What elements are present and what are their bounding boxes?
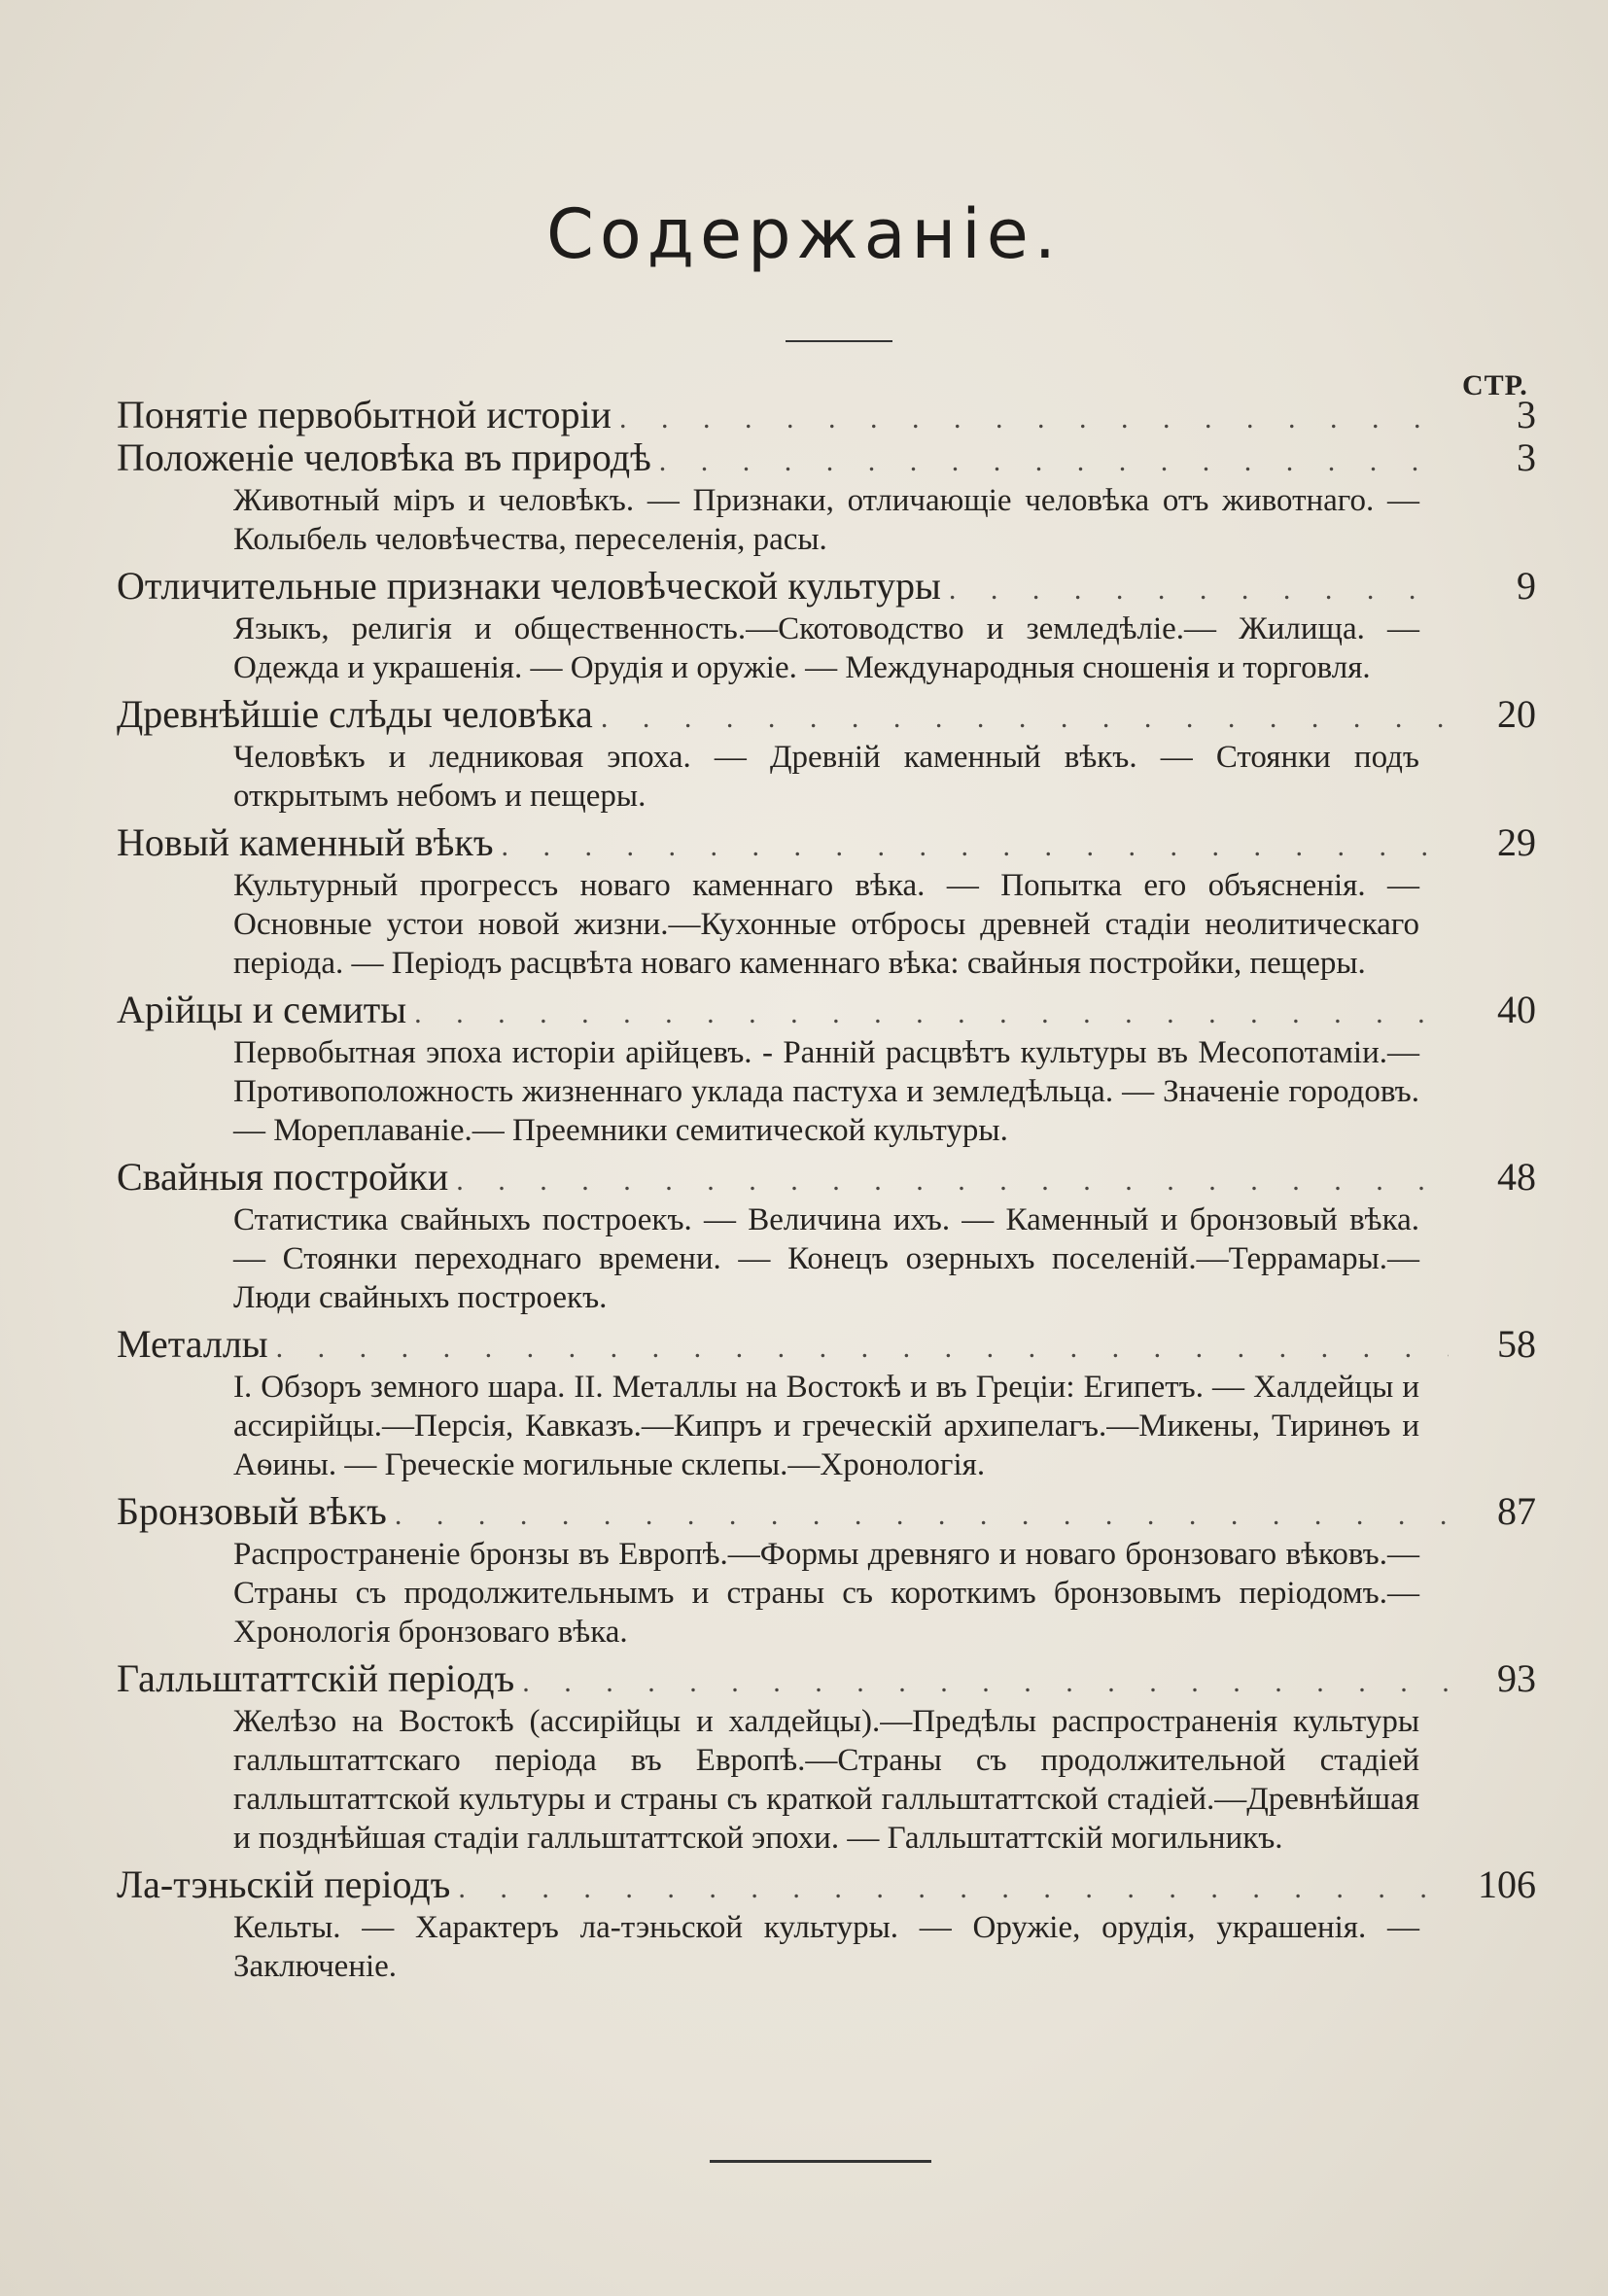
toc-entry-title: Понятіе первобытной исторіи (117, 393, 612, 436)
toc-entry-title: Ла-тэньскій періодъ (117, 1862, 451, 1906)
toc-entry-title: Древнѣйшіе слѣды человѣка (117, 692, 593, 736)
toc-entry-description: Животный міръ и человѣкъ. — Признаки, отличающіе человѣка отъ животнаго. — Колыбель человѣчества, переселенія, расы. (233, 483, 1419, 557)
dot-leader (414, 992, 1449, 1035)
toc-page-number: 48 (1497, 1155, 1536, 1199)
toc-entry-line (117, 565, 1536, 608)
toc-page-number: 87 (1497, 1489, 1536, 1533)
toc-entry-description: I. Обзоръ земного шара. II. Металлы на Востокѣ и въ Греціи: Египетъ. — Халдейцы и ассирійцы.—Персія, Кавказъ.—Кипръ и греческій архипелагъ.—Микены, Тиринѳъ и Аѳины. — Греческіе могильные склепы.—Хронологія. (233, 1370, 1419, 1482)
toc-entry (117, 1156, 1536, 1317)
dot-leader (395, 1494, 1449, 1537)
dot-leader (456, 1160, 1449, 1202)
toc-entry-title: Отличительные признаки человѣческой культуры (117, 564, 941, 608)
toc-page-number: 58 (1497, 1322, 1536, 1366)
page-title: Содержаніе. (545, 194, 1063, 274)
toc-entry-title: Новый каменный вѣкъ (117, 820, 494, 864)
toc-page-number: 9 (1517, 564, 1536, 608)
toc-entry (117, 1490, 1536, 1652)
toc-entry-line (117, 821, 1536, 864)
toc-entry-line (117, 436, 1536, 479)
toc-entry-description: Первобытная эпоха исторіи арійцевъ. - Ранній расцвѣтъ культуры въ Месопотаміи.—Противоположность жизненнаго уклада пастуха и земледѣльца. — Значеніе городовъ. — Мореплаваніе.— Преемники семитической культуры. (233, 1035, 1419, 1148)
toc-entry-title: Положеніе человѣка въ природѣ (117, 435, 651, 479)
toc-entry-line (117, 1323, 1536, 1366)
toc-entry-title: Арійцы и семиты (117, 988, 407, 1031)
dot-leader (619, 398, 1449, 440)
toc-entry-line (117, 693, 1536, 736)
toc-entry-description: Распространеніе бронзы въ Европѣ.—Формы древняго и новаго бронзоваго вѣковъ.—Страны съ продолжительнымъ и страны съ короткимъ бронзовымъ періодомъ.—Хронологія бронзоваго вѣка. (233, 1537, 1419, 1650)
toc-entry-title: Галльштаттскій періодъ (117, 1656, 515, 1700)
dot-leader (276, 1327, 1449, 1370)
dot-leader (522, 1661, 1449, 1704)
toc-entry-line (117, 1490, 1536, 1533)
toc-page-number: 3 (1517, 393, 1536, 436)
toc-entry (117, 1657, 1536, 1858)
toc-page-number: 20 (1497, 692, 1536, 736)
end-divider (710, 2160, 931, 2163)
toc-entry-description: Желѣзо на Востокѣ (ассирійцы и халдейцы).—Предѣлы распространенія культуры галльштаттскаго періода въ Европѣ.—Страны съ продолжительной стадіей галльштаттской культуры и страны съ краткой галльштаттской стадіей.—Древнѣйшая и позднѣйшая стадіи галльштаттской эпохи. — Галльштаттскій могильникъ. (233, 1704, 1419, 1856)
toc-entry-description: Культурный прогрессъ новаго каменнаго вѣка. — Попытка его объясненія. — Основные устои новой жизни.—Кухонные отбросы древней стадіи неолитическаго періода. — Періодъ расцвѣта новаго каменнаго вѣка: свайныя постройки, пещеры. (233, 868, 1419, 981)
toc-entry-line (117, 1863, 1536, 1906)
title-divider (786, 340, 892, 342)
toc-entry (117, 436, 1536, 559)
table-of-contents (117, 394, 1536, 1992)
dot-leader (458, 1867, 1449, 1910)
toc-entry (117, 989, 1536, 1150)
toc-page-number: 29 (1497, 820, 1536, 864)
dot-leader (949, 569, 1449, 611)
toc-entry (117, 821, 1536, 983)
toc-entry (117, 1323, 1536, 1484)
dot-leader (502, 825, 1449, 868)
toc-entry-description: Кельты. — Характеръ ла-тэньской культуры. — Оружіе, орудія, украшенія. — Заключеніе. (233, 1910, 1419, 1984)
toc-page-number: 40 (1497, 988, 1536, 1031)
toc-entry-description: Языкъ, религія и общественность.—Скотоводство и земледѣліе.— Жилища. — Одежда и украшенія. — Орудія и оружіе. — Международныя сношенія и торговля. (233, 611, 1419, 685)
toc-entry-title: Свайныя постройки (117, 1155, 449, 1199)
toc-page-number: 3 (1517, 435, 1536, 479)
toc-page-number: 93 (1497, 1656, 1536, 1700)
dot-leader (601, 697, 1449, 740)
toc-entry (117, 693, 1536, 816)
toc-entry-line (117, 989, 1536, 1031)
toc-page-number: 106 (1478, 1862, 1536, 1906)
toc-entry-line (117, 1657, 1536, 1700)
toc-entry-title: Бронзовый вѣкъ (117, 1489, 387, 1533)
toc-entry (117, 565, 1536, 687)
toc-entry-line (117, 1156, 1536, 1199)
toc-entry-line (117, 394, 1536, 436)
dot-leader (659, 440, 1449, 483)
toc-entry-description: Статистика свайныхъ построекъ. — Величина ихъ. — Каменный и бронзовый вѣка. — Стоянки переходнаго времени. — Конецъ озерныхъ поселеній.—Террамары.—Люди свайныхъ построекъ. (233, 1202, 1419, 1315)
toc-entry (117, 394, 1536, 436)
toc-entry-title: Металлы (117, 1322, 268, 1366)
page-column-label: СТР. (1462, 369, 1528, 401)
toc-entry (117, 1863, 1536, 1986)
toc-entry-description: Человѣкъ и ледниковая эпоха. — Древній каменный вѣкъ. — Стоянки подъ открытымъ небомъ и пещеры. (233, 740, 1419, 814)
